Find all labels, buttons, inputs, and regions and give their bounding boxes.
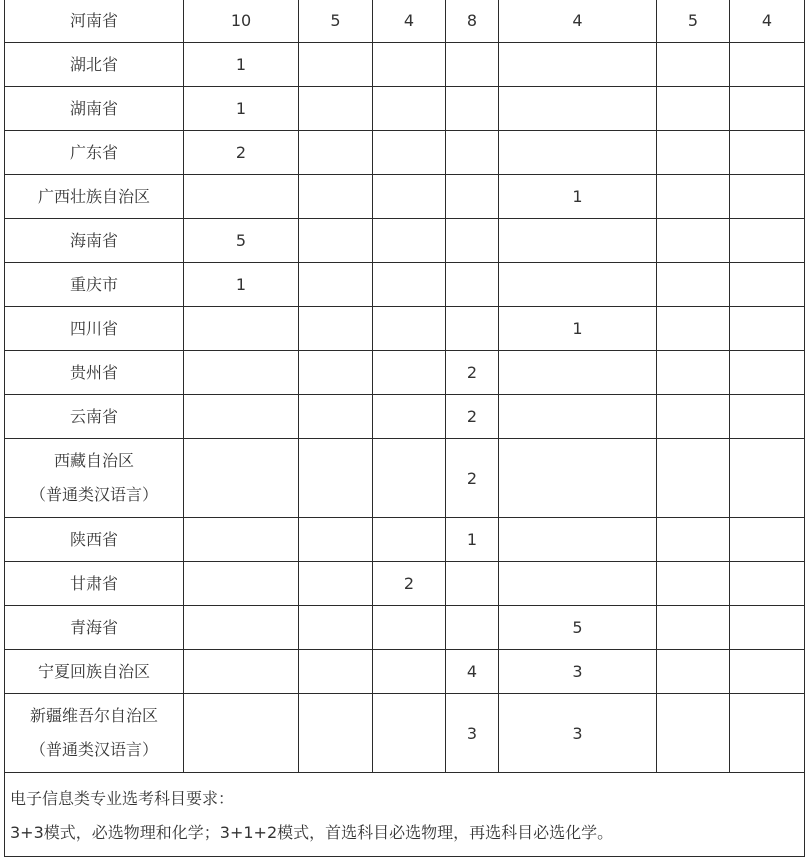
count-cell: [299, 518, 373, 562]
table-row: [5, 175, 805, 219]
count-cell: [446, 219, 499, 263]
count-cell: [499, 518, 657, 562]
count-cell: [657, 562, 730, 606]
count-cell: [184, 518, 299, 562]
province-name: 广东省: [69, 142, 118, 162]
count-cell: 3: [499, 650, 657, 694]
count-cell: 4: [499, 0, 657, 43]
count-cell: [373, 307, 446, 351]
count-cell: 1: [499, 175, 657, 219]
province-name: 青海省: [69, 617, 118, 637]
count-cell: [299, 650, 373, 694]
count-cell: [299, 606, 373, 650]
count-cell: [373, 395, 446, 439]
province-name: 重庆市: [69, 274, 118, 294]
count-cell: [657, 395, 730, 439]
province-name: 陕西省: [69, 529, 118, 549]
count-cell: [373, 131, 446, 175]
count-cell: [184, 650, 299, 694]
count-cell: 2: [184, 131, 299, 175]
count-cell: [299, 395, 373, 439]
table-row: [5, 518, 805, 562]
table-row: [5, 439, 805, 518]
count-cell: [373, 219, 446, 263]
table-row: [5, 351, 805, 395]
table-row: [5, 43, 805, 87]
count-cell: 3: [499, 694, 657, 773]
province-cell: [5, 439, 184, 518]
count-cell: [446, 131, 499, 175]
count-cell: [499, 263, 657, 307]
count-cell: [499, 219, 657, 263]
count-cell: 5: [657, 0, 730, 43]
count-cell: 1: [184, 263, 299, 307]
count-cell: [730, 606, 805, 650]
province-cell: [5, 518, 184, 562]
province-name: 广西壮族自治区: [37, 186, 150, 206]
province-name: 湖北省: [69, 54, 118, 74]
count-cell: [657, 263, 730, 307]
count-cell: 2: [446, 439, 499, 518]
province-cell: [5, 650, 184, 694]
count-cell: [299, 439, 373, 518]
count-cell: 4: [730, 0, 805, 43]
count-cell: [446, 606, 499, 650]
count-cell: [499, 395, 657, 439]
province-cell: [5, 175, 184, 219]
count-cell: [657, 131, 730, 175]
count-cell: [446, 307, 499, 351]
province-cell: [5, 307, 184, 351]
count-cell: [657, 87, 730, 131]
note-row: [5, 773, 805, 857]
count-cell: [730, 307, 805, 351]
count-cell: [730, 351, 805, 395]
count-cell: [499, 351, 657, 395]
province-name: 新疆维吾尔自治区: [29, 706, 158, 725]
count-cell: 8: [446, 0, 499, 43]
table-row: [5, 395, 805, 439]
count-cell: [657, 351, 730, 395]
count-cell: 1: [184, 43, 299, 87]
province-cell: [5, 351, 184, 395]
count-cell: [657, 694, 730, 773]
count-cell: 2: [446, 351, 499, 395]
count-cell: [730, 87, 805, 131]
province-name: 湖南省: [69, 98, 118, 118]
count-cell: 2: [446, 395, 499, 439]
count-cell: 1: [446, 518, 499, 562]
count-cell: [730, 219, 805, 263]
count-cell: [730, 694, 805, 773]
province-name: 河南省: [69, 10, 118, 30]
count-cell: [184, 562, 299, 606]
count-cell: [373, 175, 446, 219]
count-cell: [730, 175, 805, 219]
count-cell: [373, 87, 446, 131]
count-cell: [373, 439, 446, 518]
table-row: [5, 131, 805, 175]
province-cell: [5, 562, 184, 606]
table-row: [5, 562, 805, 606]
count-cell: [657, 439, 730, 518]
count-cell: [373, 518, 446, 562]
province-cell: [5, 131, 184, 175]
table-row: [5, 650, 805, 694]
province-cell: [5, 606, 184, 650]
province-name: 海南省: [69, 230, 118, 250]
note-text: 3+3模式，必选物理和化学；3+1+2模式，首选科目必选物理，再选科目必选化学。: [10, 823, 614, 842]
count-cell: [184, 606, 299, 650]
count-cell: 5: [184, 219, 299, 263]
province-name: 云南省: [69, 406, 118, 426]
province-cell: [5, 43, 184, 87]
count-cell: 1: [184, 87, 299, 131]
province-cell: [5, 263, 184, 307]
count-cell: [299, 175, 373, 219]
count-cell: [730, 263, 805, 307]
count-cell: [730, 439, 805, 518]
count-cell: [657, 175, 730, 219]
count-cell: [446, 87, 499, 131]
count-cell: [499, 131, 657, 175]
table-row: [5, 694, 805, 773]
count-cell: 1: [499, 307, 657, 351]
count-cell: [657, 219, 730, 263]
count-cell: [499, 439, 657, 518]
count-cell: [299, 43, 373, 87]
count-cell: 10: [184, 0, 299, 43]
count-cell: 3: [446, 694, 499, 773]
province-cell: [5, 395, 184, 439]
count-cell: [373, 650, 446, 694]
province-cell: [5, 0, 184, 43]
count-cell: [299, 263, 373, 307]
province-name: （普通类汉语言）: [29, 740, 158, 759]
count-cell: [499, 43, 657, 87]
count-cell: [499, 562, 657, 606]
count-cell: [299, 87, 373, 131]
province-cell: [5, 219, 184, 263]
count-cell: [446, 175, 499, 219]
count-cell: [730, 43, 805, 87]
province-name: 西藏自治区: [53, 451, 134, 470]
count-cell: [657, 606, 730, 650]
count-cell: [657, 43, 730, 87]
count-cell: 2: [373, 562, 446, 606]
count-cell: [184, 395, 299, 439]
note-cell: [5, 773, 805, 857]
count-cell: [657, 650, 730, 694]
province-name: 宁夏回族自治区: [37, 661, 150, 681]
count-cell: [730, 131, 805, 175]
count-cell: [446, 562, 499, 606]
count-cell: [657, 307, 730, 351]
count-cell: [184, 351, 299, 395]
province-name: （普通类汉语言）: [29, 485, 158, 504]
count-cell: [299, 694, 373, 773]
count-cell: 5: [499, 606, 657, 650]
province-name: 贵州省: [69, 362, 118, 382]
table-row: [5, 263, 805, 307]
count-cell: [373, 606, 446, 650]
table-body: [5, 0, 805, 857]
province-cell: [5, 87, 184, 131]
table-row: [5, 307, 805, 351]
count-cell: [299, 562, 373, 606]
count-cell: [373, 694, 446, 773]
count-cell: [446, 43, 499, 87]
count-cell: [299, 131, 373, 175]
count-cell: 4: [446, 650, 499, 694]
count-cell: [373, 263, 446, 307]
table-row: [5, 606, 805, 650]
count-cell: [499, 87, 657, 131]
count-cell: [299, 351, 373, 395]
count-cell: [373, 351, 446, 395]
count-cell: [730, 395, 805, 439]
count-cell: [184, 307, 299, 351]
count-cell: [730, 650, 805, 694]
count-cell: [730, 562, 805, 606]
count-cell: [373, 43, 446, 87]
count-cell: [299, 219, 373, 263]
count-cell: [730, 518, 805, 562]
count-cell: [184, 439, 299, 518]
count-cell: 4: [373, 0, 446, 43]
province-cell: [5, 694, 184, 773]
province-name: 甘肃省: [69, 573, 118, 593]
count-cell: [184, 694, 299, 773]
table-row: [5, 0, 805, 43]
enrollment-table: [4, 0, 805, 857]
count-cell: [184, 175, 299, 219]
count-cell: 5: [299, 0, 373, 43]
count-cell: [446, 263, 499, 307]
note-title: 电子信息类专业选考科目要求：: [10, 789, 235, 808]
table-row: [5, 87, 805, 131]
province-name: 四川省: [69, 318, 118, 338]
count-cell: [299, 307, 373, 351]
table-row: [5, 219, 805, 263]
count-cell: [657, 518, 730, 562]
